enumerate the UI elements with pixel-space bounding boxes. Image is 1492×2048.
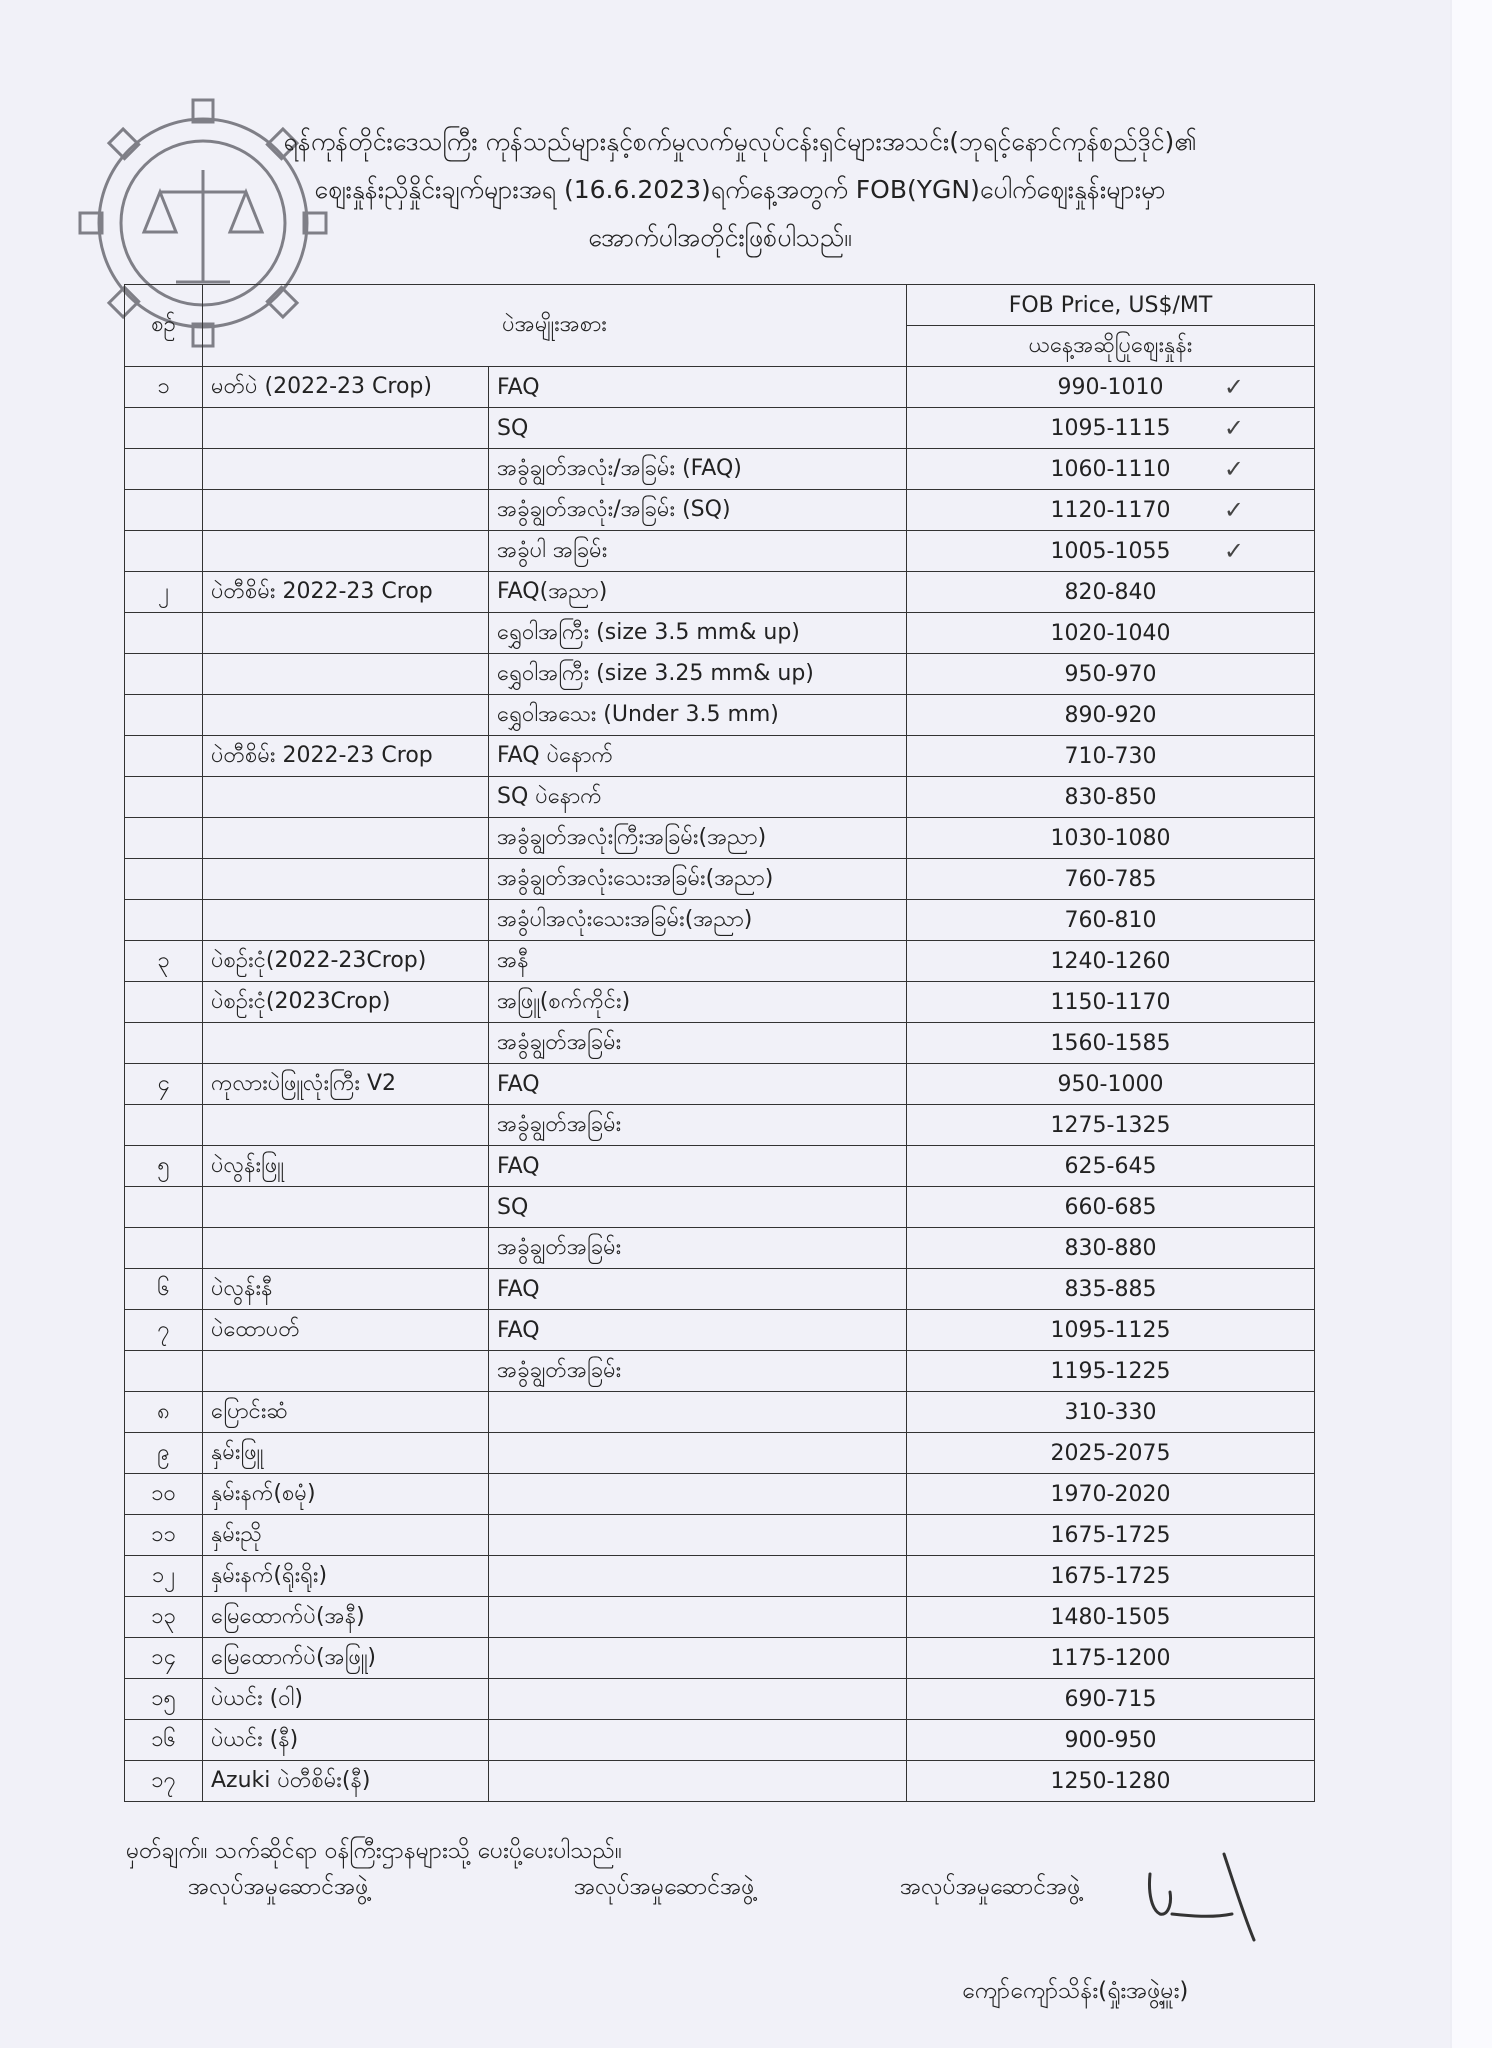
- heading-line-3: အောက်ပါအတိုင်းဖြစ်ပါသည်။: [588, 223, 852, 252]
- row-grade-text: SQ: [497, 1194, 529, 1220]
- row-price: [907, 613, 1315, 654]
- row-item: [203, 1556, 489, 1597]
- row-item-text: ကုလားပဲဖြူလုံးကြီး V2: [211, 1070, 396, 1096]
- row-grade-text: အခွံချွတ်အခြမ်း: [497, 1357, 622, 1383]
- row-grade: [489, 408, 907, 449]
- row-item: [203, 1064, 489, 1105]
- row-price: [907, 1310, 1315, 1351]
- row-item: [203, 1310, 489, 1351]
- row-number: [125, 736, 203, 777]
- row-price-text: 1095-1115: [1050, 415, 1171, 441]
- row-price-text: 990-1010: [1057, 374, 1164, 400]
- row-number: [125, 1720, 203, 1761]
- row-price: [907, 1679, 1315, 1720]
- row-price-text: 1275-1325: [1050, 1112, 1171, 1138]
- table-row: [125, 1146, 1315, 1187]
- row-grade-text: အခွံပါအလုံးသေးအခြမ်း(အညာ): [497, 906, 753, 932]
- row-number-text: ၁၂: [151, 1562, 176, 1588]
- row-price-text: 760-810: [1064, 907, 1157, 933]
- row-item: [203, 1269, 489, 1310]
- row-number: [125, 1638, 203, 1679]
- row-grade-text: အခွံပါ အခြမ်း: [497, 537, 608, 563]
- row-price: [907, 1105, 1315, 1146]
- row-price: [907, 531, 1315, 572]
- row-grade-text: FAQ: [497, 1317, 540, 1343]
- row-number: [125, 1556, 203, 1597]
- row-item: [203, 1023, 489, 1064]
- row-grade: [489, 1310, 907, 1351]
- row-number-text: ၁၃: [151, 1603, 176, 1629]
- row-number-text: ၆: [157, 1275, 170, 1301]
- row-grade: [489, 1187, 907, 1228]
- row-price: [907, 1228, 1315, 1269]
- row-grade: [489, 531, 907, 572]
- table-row: [125, 1433, 1315, 1474]
- row-number: [125, 1269, 203, 1310]
- row-grade-text: FAQ: [497, 1276, 540, 1302]
- row-item: [203, 490, 489, 531]
- heading-line-2: ဈေးနှုန်းညှိနှိုင်းချက်များအရ (16.6.2023)ရက်နေ့အတွက် FOB(YGN)ပေါက်ဈေးနှုန်းများမှာ: [314, 175, 1166, 204]
- table-row: [125, 1638, 1315, 1679]
- row-price: [907, 1269, 1315, 1310]
- row-price: [907, 1556, 1315, 1597]
- row-grade-text: အခွံချွတ်အလုံး/အခြမ်း (FAQ): [497, 455, 742, 481]
- row-grade: [489, 1679, 907, 1720]
- row-price: [907, 490, 1315, 531]
- row-number: [125, 1064, 203, 1105]
- table-row: [125, 818, 1315, 859]
- row-price: [907, 367, 1315, 408]
- row-item: [203, 900, 489, 941]
- row-number: [125, 408, 203, 449]
- row-grade: [489, 1105, 907, 1146]
- row-price-text: 1240-1260: [1050, 948, 1171, 974]
- row-number-text: ၇: [157, 1316, 170, 1342]
- row-item-text: ပဲတီစိမ်း 2022-23 Crop: [211, 742, 433, 768]
- row-grade: [489, 1761, 907, 1802]
- table-row: [125, 1023, 1315, 1064]
- table-header-row: [125, 285, 1315, 326]
- row-item: [203, 1392, 489, 1433]
- row-number-text: ၁: [157, 373, 170, 399]
- row-price-text: 950-970: [1064, 661, 1157, 687]
- row-number: [125, 1187, 203, 1228]
- row-item: [203, 941, 489, 982]
- header-price-sub: ယနေ့အဆိုပြုဈေးနှုန်း: [907, 326, 1315, 367]
- row-item-text: ပဲယင်း (နီ): [211, 1726, 299, 1752]
- row-price-text: 950-1000: [1057, 1071, 1164, 1097]
- row-grade: [489, 818, 907, 859]
- row-price: [907, 982, 1315, 1023]
- row-number: [125, 695, 203, 736]
- table-row: [125, 1556, 1315, 1597]
- row-grade-text: အနီ: [497, 947, 529, 973]
- table-row: [125, 1515, 1315, 1556]
- row-grade-text: အခွံချွတ်အခြမ်း: [497, 1029, 622, 1055]
- row-item: [203, 1433, 489, 1474]
- row-grade: [489, 1720, 907, 1761]
- row-price-text: 1060-1110: [1050, 456, 1171, 482]
- row-price-text: 760-785: [1064, 866, 1157, 892]
- row-item: [203, 613, 489, 654]
- row-price-text: 830-880: [1064, 1235, 1157, 1261]
- row-price: [907, 777, 1315, 818]
- row-grade: [489, 695, 907, 736]
- table-row: [125, 1351, 1315, 1392]
- row-item: [203, 572, 489, 613]
- table-row: [125, 777, 1315, 818]
- row-item-text: နှမ်းနက်(ရိုးရိုး): [211, 1562, 328, 1588]
- row-grade: [489, 572, 907, 613]
- row-item-text: Azuki ပဲတီစိမ်း(နီ): [211, 1767, 371, 1793]
- check-mark-icon: ✓: [1223, 373, 1244, 401]
- row-grade: [489, 1392, 907, 1433]
- row-number: [125, 1023, 203, 1064]
- table-row: [125, 1720, 1315, 1761]
- row-grade: [489, 1228, 907, 1269]
- row-item-text: ပဲယင်း (ဝါ): [211, 1685, 304, 1711]
- row-number: [125, 941, 203, 982]
- row-price: [907, 1064, 1315, 1105]
- row-price-text: 1480-1505: [1050, 1604, 1171, 1630]
- table-row: [125, 859, 1315, 900]
- row-number-text: ၉: [157, 1439, 170, 1465]
- row-number: [125, 859, 203, 900]
- row-price-text: 1020-1040: [1050, 620, 1171, 646]
- row-item: [203, 449, 489, 490]
- row-number: [125, 1515, 203, 1556]
- header-type: ပဲအမျိုးအစား: [203, 285, 907, 367]
- row-number: [125, 1146, 203, 1187]
- row-price: [907, 654, 1315, 695]
- row-price: [907, 408, 1315, 449]
- table-row: [125, 941, 1315, 982]
- row-price-text: 1030-1080: [1050, 825, 1171, 851]
- table-row: [125, 1392, 1315, 1433]
- row-number: [125, 613, 203, 654]
- row-item-text: ပြောင်းဆံ: [211, 1398, 288, 1424]
- row-grade: [489, 449, 907, 490]
- row-grade-text: SQ ပဲနောက်: [497, 783, 602, 809]
- row-number: [125, 1392, 203, 1433]
- row-price-text: 690-715: [1064, 1686, 1157, 1712]
- row-number-text: ၂: [158, 578, 169, 604]
- row-price-text: 835-885: [1064, 1276, 1157, 1302]
- row-price-text: 710-730: [1064, 743, 1157, 769]
- row-price: [907, 1515, 1315, 1556]
- row-number: [125, 1474, 203, 1515]
- row-item: [203, 859, 489, 900]
- row-grade: [489, 859, 907, 900]
- row-price-text: 1005-1055: [1050, 538, 1171, 564]
- table-row: [125, 572, 1315, 613]
- row-item: [203, 1720, 489, 1761]
- row-number-text: ၁၇: [151, 1767, 176, 1793]
- row-grade: [489, 1023, 907, 1064]
- price-table: [124, 284, 1315, 1802]
- table-row: [125, 408, 1315, 449]
- row-price: [907, 1187, 1315, 1228]
- row-number: [125, 367, 203, 408]
- row-grade: [489, 1556, 907, 1597]
- signature-label-2: အလုပ်အမှုဆောင်အဖွဲ့: [574, 1874, 755, 1900]
- row-number: [125, 900, 203, 941]
- table-row: [125, 1269, 1315, 1310]
- row-number-text: ၁၅: [151, 1685, 176, 1711]
- table-row: [125, 531, 1315, 572]
- row-grade-text: FAQ: [497, 1071, 540, 1097]
- table-row: [125, 1761, 1315, 1802]
- row-item: [203, 1228, 489, 1269]
- row-price-text: 1120-1170: [1050, 497, 1171, 523]
- row-price-text: 1560-1585: [1050, 1030, 1171, 1056]
- table-row: [125, 654, 1315, 695]
- row-item-text: ပဲလွန်းဖြူ: [211, 1152, 284, 1178]
- row-grade: [489, 1515, 907, 1556]
- table-row: [125, 613, 1315, 654]
- heading-line-1: ရန်ကုန်တိုင်းဒေသကြီး ကုန်သည်များနှင့်စက်မှုလက်မှုလုပ်ငန်းရှင်များအသင်း(ဘုရင့်နောင်ကုန်စည်ဒိုင်)၏: [283, 127, 1197, 156]
- row-item: [203, 1146, 489, 1187]
- row-number: [125, 1433, 203, 1474]
- row-grade: [489, 900, 907, 941]
- row-item: [203, 367, 489, 408]
- table-row: [125, 1228, 1315, 1269]
- row-grade: [489, 654, 907, 695]
- row-price: [907, 1597, 1315, 1638]
- table-row: [125, 1310, 1315, 1351]
- row-number: [125, 449, 203, 490]
- row-price-text: 1095-1125: [1050, 1317, 1171, 1343]
- row-price: [907, 900, 1315, 941]
- row-grade: [489, 777, 907, 818]
- row-number: [125, 818, 203, 859]
- footer-note: မှတ်ချက်။ သက်ဆိုင်ရာ ဝန်ကြီးဌာနများသို့ ပေးပို့ပေးပါသည်။: [126, 1838, 622, 1864]
- row-number: [125, 982, 203, 1023]
- row-grade-text: FAQ(အညာ): [497, 578, 608, 604]
- row-grade-text: အခွံချွတ်အလုံးကြီးအခြမ်း(အညာ): [497, 824, 767, 850]
- row-grade: [489, 613, 907, 654]
- header-price: FOB Price, US$/MT: [907, 285, 1315, 326]
- row-grade-text: ရွှေဝါအကြီး (size 3.5 mm& up): [497, 619, 800, 645]
- check-mark-icon: ✓: [1223, 455, 1244, 483]
- check-mark-icon: ✓: [1223, 414, 1244, 442]
- check-mark-icon: ✓: [1223, 496, 1244, 524]
- table-row: [125, 1679, 1315, 1720]
- row-price: [907, 1023, 1315, 1064]
- row-price: [907, 941, 1315, 982]
- row-grade-text: အခွံချွတ်အလုံး/အခြမ်း (SQ): [497, 496, 731, 522]
- row-price-text: 820-840: [1064, 579, 1157, 605]
- row-item: [203, 695, 489, 736]
- row-item-text: ပဲတီစိမ်း 2022-23 Crop: [211, 578, 433, 604]
- table-body: [125, 367, 1315, 1802]
- row-number: [125, 1351, 203, 1392]
- row-grade: [489, 1351, 907, 1392]
- row-price: [907, 449, 1315, 490]
- scan-edge: [1452, 0, 1492, 2048]
- row-price-text: 1195-1225: [1050, 1358, 1171, 1384]
- row-number: [125, 1597, 203, 1638]
- handwritten-signature-icon: [1120, 1844, 1270, 1954]
- row-price: [907, 1638, 1315, 1679]
- table-row: [125, 736, 1315, 777]
- row-item: [203, 1638, 489, 1679]
- table-row: [125, 1105, 1315, 1146]
- row-price: [907, 1433, 1315, 1474]
- row-item: [203, 818, 489, 859]
- row-price-text: 830-850: [1064, 784, 1157, 810]
- table-row: [125, 695, 1315, 736]
- table-row: [125, 900, 1315, 941]
- row-grade-text: SQ: [497, 415, 529, 441]
- row-grade: [489, 982, 907, 1023]
- row-item: [203, 408, 489, 449]
- row-price: [907, 1474, 1315, 1515]
- table-row: [125, 1064, 1315, 1105]
- row-item: [203, 1515, 489, 1556]
- row-grade-text: FAQ: [497, 374, 540, 400]
- row-number: [125, 572, 203, 613]
- check-mark-icon: ✓: [1223, 537, 1244, 565]
- row-price-text: 1970-2020: [1050, 1481, 1171, 1507]
- row-grade: [489, 1269, 907, 1310]
- row-item: [203, 1474, 489, 1515]
- row-price: [907, 1392, 1315, 1433]
- row-grade: [489, 1064, 907, 1105]
- row-item-text: ပဲစဉ်းငုံ(2022-23Crop): [211, 947, 427, 973]
- row-item-text: မြေထောက်ပဲ(အနီ): [211, 1603, 365, 1629]
- row-grade-text: ရွှေဝါအသေး (Under 3.5 mm): [497, 701, 779, 727]
- row-item: [203, 1105, 489, 1146]
- row-number-text: ၁၆: [151, 1726, 176, 1752]
- row-number-text: ၁၀: [151, 1480, 176, 1506]
- row-number: [125, 1761, 203, 1802]
- row-item-text: နှမ်းနက်(စမုံ): [211, 1480, 316, 1506]
- row-price: [907, 1146, 1315, 1187]
- signer-name: ကျော်ကျော်သိန်း(ရှုံးအဖွဲ့မှူး): [962, 1978, 1189, 2004]
- row-price-text: 1675-1725: [1050, 1522, 1171, 1548]
- row-price-text: 310-330: [1064, 1399, 1157, 1425]
- row-grade: [489, 1638, 907, 1679]
- row-item: [203, 1761, 489, 1802]
- row-grade-text: အဖြူ(စက်ကိုင်း): [497, 988, 631, 1014]
- row-number: [125, 531, 203, 572]
- row-price: [907, 1351, 1315, 1392]
- table-row: [125, 490, 1315, 531]
- row-price-text: 625-645: [1064, 1153, 1157, 1179]
- row-number-text: ၁၁: [151, 1521, 176, 1547]
- row-item-text: နှမ်းဖြူ: [211, 1439, 264, 1465]
- row-item-text: ပဲစဉ်းငုံ(2023Crop): [211, 988, 391, 1014]
- row-grade-text: အခွံချွတ်အခြမ်း: [497, 1234, 622, 1260]
- row-grade: [489, 1474, 907, 1515]
- row-number-text: ၁၄: [151, 1644, 176, 1670]
- row-grade: [489, 736, 907, 777]
- row-grade-text: အခွံချွတ်အခြမ်း: [497, 1111, 622, 1137]
- row-price: [907, 1720, 1315, 1761]
- row-price-text: 2025-2075: [1050, 1440, 1171, 1466]
- row-grade-text: FAQ: [497, 1153, 540, 1179]
- row-number: [125, 1228, 203, 1269]
- row-item: [203, 1351, 489, 1392]
- row-price: [907, 695, 1315, 736]
- row-number: [125, 1310, 203, 1351]
- row-grade: [489, 1597, 907, 1638]
- row-item: [203, 1679, 489, 1720]
- row-number: [125, 1105, 203, 1146]
- row-grade: [489, 941, 907, 982]
- table-row: [125, 449, 1315, 490]
- row-grade: [489, 1146, 907, 1187]
- table-row: [125, 1597, 1315, 1638]
- table-row: [125, 1187, 1315, 1228]
- row-price: [907, 572, 1315, 613]
- row-price: [907, 1761, 1315, 1802]
- table-row: [125, 1474, 1315, 1515]
- row-price-text: 1150-1170: [1050, 989, 1171, 1015]
- row-number: [125, 1679, 203, 1720]
- row-grade-text: FAQ ပဲနောက်: [497, 742, 614, 768]
- row-number-text: ၃: [157, 947, 170, 973]
- row-price-text: 1250-1280: [1050, 1768, 1171, 1794]
- signature-label-3: အလုပ်အမှုဆောင်အဖွဲ့: [900, 1874, 1081, 1900]
- row-item-text: မြေထောက်ပဲ(အဖြူ): [211, 1644, 376, 1670]
- row-price-text: 1175-1200: [1050, 1645, 1171, 1671]
- row-grade: [489, 367, 907, 408]
- header-no: စဉ်: [125, 285, 203, 367]
- row-grade: [489, 1433, 907, 1474]
- row-grade-text: အခွံချွတ်အလုံးသေးအခြမ်း(အညာ): [497, 865, 774, 891]
- row-price-text: 890-920: [1064, 702, 1157, 728]
- row-number-text: ၈: [157, 1398, 170, 1424]
- row-number: [125, 654, 203, 695]
- row-price-text: 660-685: [1064, 1194, 1157, 1220]
- row-grade-text: ရွှေဝါအကြီး (size 3.25 mm& up): [497, 660, 814, 686]
- row-number: [125, 490, 203, 531]
- row-item: [203, 531, 489, 572]
- row-grade: [489, 490, 907, 531]
- row-item: [203, 982, 489, 1023]
- row-item: [203, 1597, 489, 1638]
- document-heading: [110, 118, 1370, 262]
- row-number-text: ၄: [157, 1070, 170, 1096]
- signature-label-1: အလုပ်အမှုဆောင်အဖွဲ့: [188, 1874, 369, 1900]
- row-price: [907, 818, 1315, 859]
- row-price-text: 1675-1725: [1050, 1563, 1171, 1589]
- row-price: [907, 736, 1315, 777]
- row-item-text: မတ်ပဲ (2022-23 Crop): [211, 373, 432, 399]
- row-item-text: ပဲထောပတ်: [211, 1316, 300, 1342]
- table-row: [125, 367, 1315, 408]
- row-item-text: နှမ်းညို: [211, 1521, 262, 1547]
- row-item: [203, 1187, 489, 1228]
- row-number: [125, 777, 203, 818]
- row-item: [203, 736, 489, 777]
- row-item: [203, 777, 489, 818]
- row-price: [907, 859, 1315, 900]
- row-item-text: ပဲလွန်းနီ: [211, 1275, 273, 1301]
- row-number-text: ၅: [157, 1152, 170, 1178]
- table-row: [125, 982, 1315, 1023]
- row-price-text: 900-950: [1064, 1727, 1157, 1753]
- row-item: [203, 654, 489, 695]
